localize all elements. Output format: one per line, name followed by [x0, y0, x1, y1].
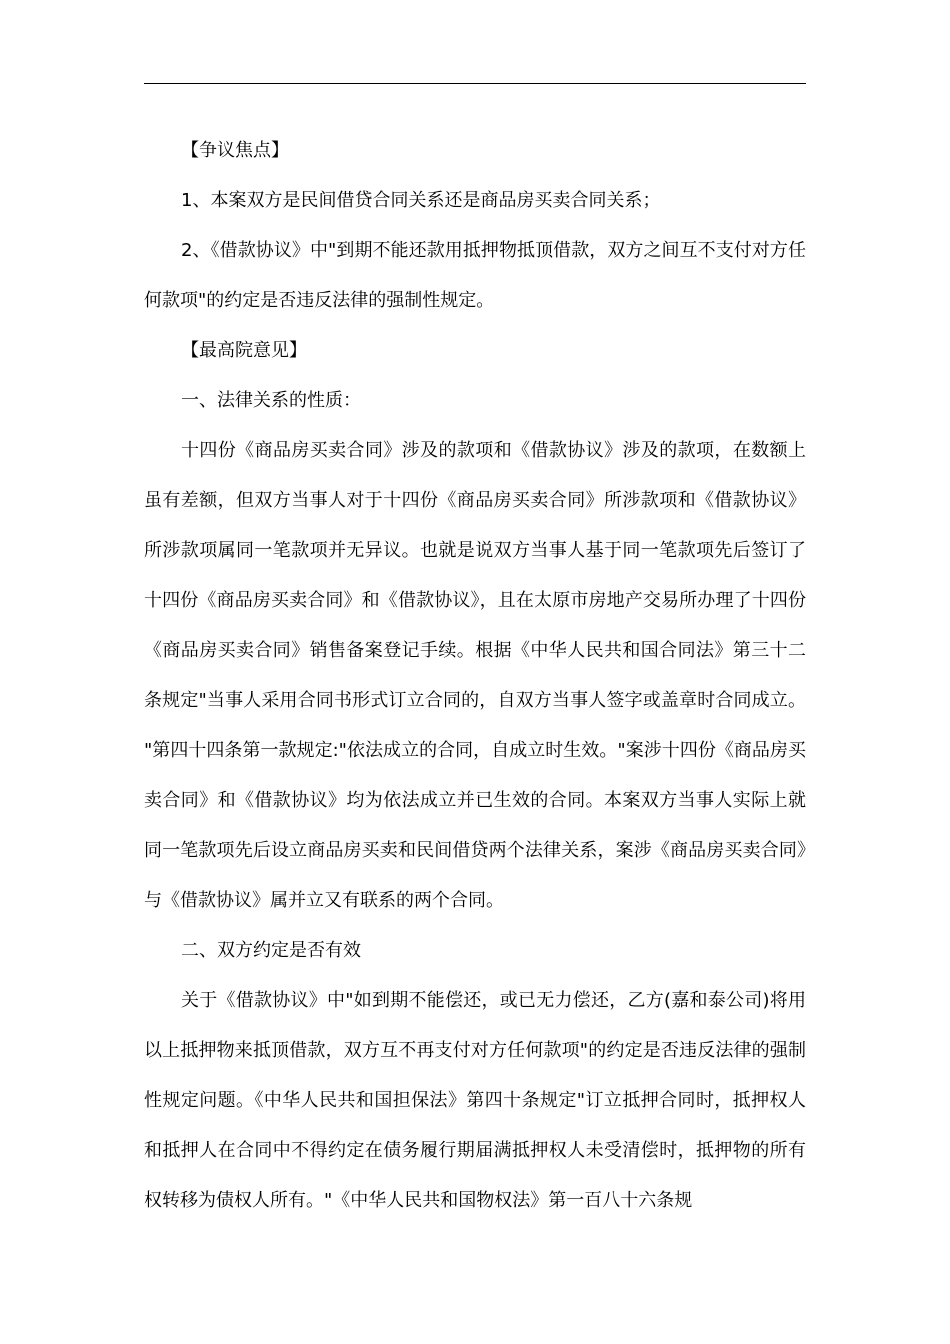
paragraph-dispute-point-1: 1、本案双方是民间借贷合同关系还是商品房买卖合同关系； [181, 190, 661, 211]
header-rule [144, 83, 806, 84]
subheading-agreement-validity: 二、双方约定是否有效 [181, 940, 361, 961]
section-heading-supreme-court-opinion: 【最高院意见】 [181, 340, 307, 361]
document-body [144, 126, 806, 1226]
paragraph-dispute-point-2: 2、《借款协议》中"到期不能还款用抵押物抵顶借款，双方之间互不支付对方任何款项"的约定是否违反法律的强制性规定。 [144, 240, 806, 311]
subheading-legal-relationship: 一、法律关系的性质： [181, 390, 361, 411]
section-heading-dispute-focus: 【争议焦点】 [181, 140, 289, 161]
paragraph-agreement-validity-analysis: 关于《借款协议》中"如到期不能偿还，或已无力偿还，乙方(嘉和泰公司)将用以上抵押物来抵顶借款，双方互不再支付对方任何款项"的约定是否违反法律的强制性规定问题。《中华人民共和国担保法》第四十条规定"订立抵押合同时，抵押权人和抵押人在合同中不得约定在债务履行期届满抵押权人未受清偿时，抵押物的所有权转移为债权人所有。"《中华人民共和国物权法》第一百八十六条规 [144, 990, 806, 1211]
paragraph-legal-relationship-analysis: 十四份《商品房买卖合同》涉及的款项和《借款协议》涉及的款项，在数额上虽有差额，但双方当事人对于十四份《商品房买卖合同》所涉款项和《借款协议》所涉款项属同一笔款项并无异议。也就是说双方当事人基于同一笔款项先后签订了十四份《商品房买卖合同》和《借款协议》，且在太原市房地产交易所办理了十四份《商品房买卖合同》销售备案登记手续。根据《中华人民共和国合同法》第三十二条规定"当事人采用合同书形式订立合同的，自双方当事人签字或盖章时合同成立。"第四十四条第一款规定:"依法成立的合同，自成立时生效。"案涉十四份《商品房买卖合同》和《借款协议》均为依法成立并已生效的合同。本案双方当事人实际上就同一笔款项先后设立商品房买卖和民间借贷两个法律关系，案涉《商品房买卖合同》与《借款协议》属并立又有联系的两个合同。 [144, 440, 806, 911]
